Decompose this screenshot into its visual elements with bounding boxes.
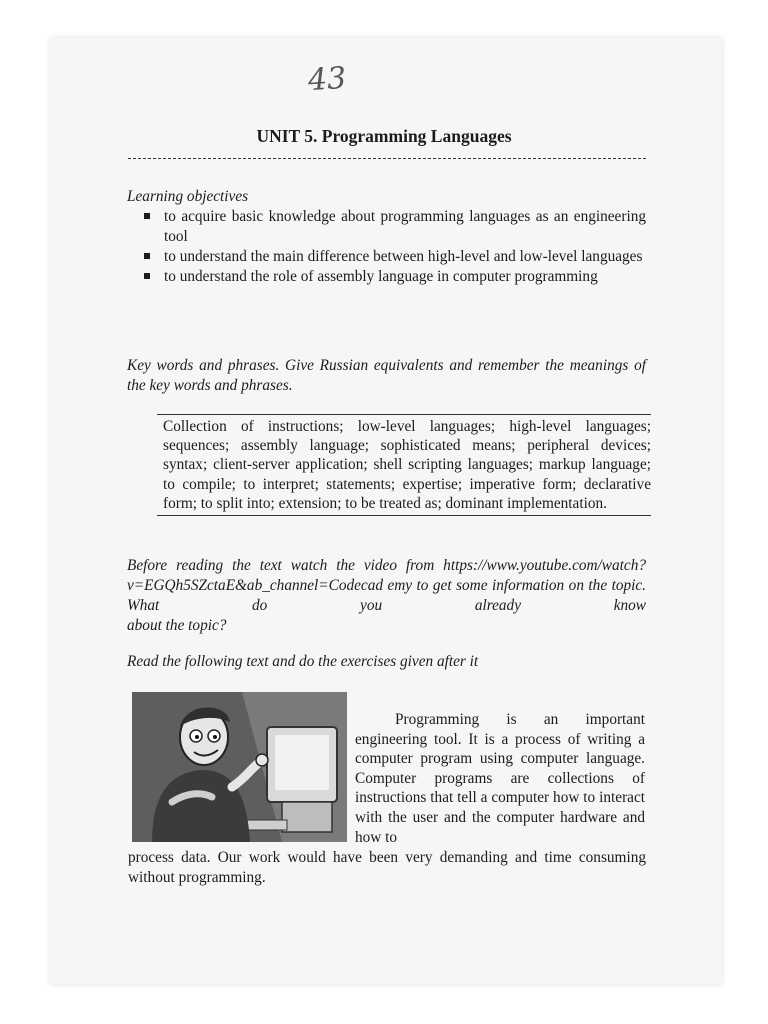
text-paragraph-wrapped — [355, 710, 645, 847]
objective-item: to understand the role of assembly language in computer programming — [140, 267, 646, 287]
learning-objectives-heading: Learning objectives — [127, 188, 249, 205]
before-reading-text: Before reading the text watch the video from https://www.youtube.com/watch?v=EGQh5SZctaE&ab_channel=Codecad emy to get some information on the topic. What do you already know — [127, 557, 646, 614]
cartoon-programmer-icon — [132, 692, 347, 842]
programmer-illustration — [132, 692, 347, 842]
objective-item: to understand the main difference between high-level and low-level languages — [140, 247, 646, 267]
learning-objectives-list — [140, 207, 646, 287]
text-paragraph-continued: process data. Our work would have been very demanding and time consuming without programming. — [128, 849, 646, 886]
key-words-box: Collection of instructions; low-level languages; high-level languages; sequences; assembly language; sophisticated means; peripheral devices; syntax; client-server application; shell scripting languages; markup language; to compile; to interpret; statements; expertise; imperative form; declarative form; to split into; extension; to be treated as; dominant implementation. — [157, 414, 651, 516]
title-divider — [128, 158, 646, 159]
handwritten-page-number: 43 — [306, 60, 348, 99]
read-instruction: Read the following text and do the exercises given after it — [127, 653, 479, 670]
key-words-instruction: Key words and phrases. Give Russian equivalents and remember the meanings of the key words and phrases. — [127, 357, 646, 394]
objective-item: to acquire basic knowledge about programming languages as an engineering tool — [140, 207, 646, 247]
before-reading-last-line: about the topic? — [127, 617, 227, 634]
before-reading-instruction — [127, 556, 646, 636]
unit-title: UNIT 5. Programming Languages — [256, 126, 512, 146]
paragraph-text: Programming is an important engineering tool. It is a process of writing a computer program using computer language. Computer programs are collections of instructions that tell a computer how to interact with the user and the computer hardware and how to — [355, 711, 645, 846]
